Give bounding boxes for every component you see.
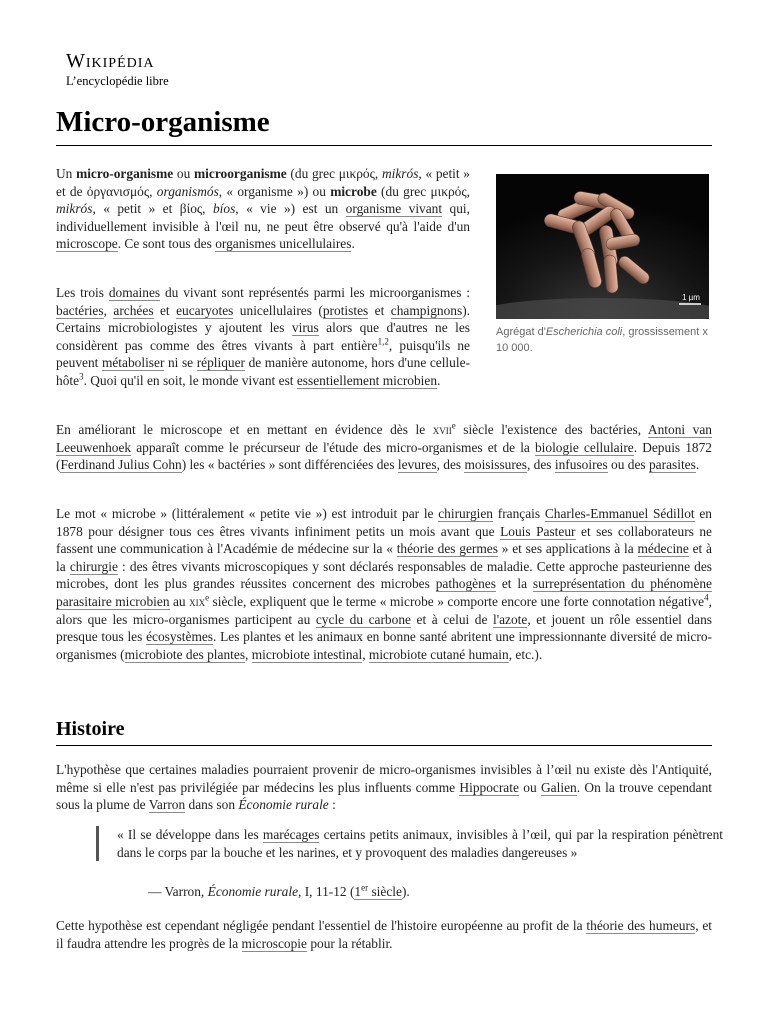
page-title: Micro-organisme [56,103,712,146]
wikipedia-logo[interactable] [66,50,169,89]
link-organisme-vivant[interactable]: organisme vivant [345,201,443,217]
link-microbiote-intestinal[interactable]: microbiote intestinal [251,646,363,662]
link-hippocrate[interactable]: Hippocrate [459,779,519,795]
intro-paragraph: Un micro-organisme ou microorganisme (du grec μικρός, mikrós, « petit » et de ὀργανισμός, organismós, « organisme ») ou microbe (du grec μικρός, mikrós, « petit » et βίος, bíos, « vie ») est un organisme vivant qui, individuellement invisible à l'œil nu, ne peut être observé qu'à l'aide d'un microscope. Ce sont tous des organismes unicellulaires. [56,166,470,252]
link-metaboliser[interactable]: métaboliser [101,355,165,371]
link-bacteries[interactable]: bactéries [56,302,104,318]
link-organismes-unicellulaires[interactable]: organismes unicellulaires [215,236,352,252]
humeurs-paragraph: Cette hypothèse est cependant négligée pendant l'essentiel de l'histoire européenne au profit de la théorie des humeurs, et il faudra attendre les progrès de la microscopie pour la rétablir. [56,918,713,951]
link-theorie-des-humeurs[interactable]: théorie des humeurs [586,918,696,933]
link-pasteur[interactable]: Louis Pasteur [500,523,576,539]
link-chirurgien[interactable]: chirurgien [438,506,494,521]
ref-1-2[interactable]: 1,2 [377,336,389,347]
link-microbiote-plantes[interactable]: microbiote des plantes [124,646,246,662]
link-sedillot[interactable]: Charles-Emmanuel Sédillot [544,506,695,521]
figure-caption: Agrégat d'Escherichia coli, grossissement x 10 000. [496,326,708,354]
link-archees[interactable]: archées [113,302,154,318]
link-azote[interactable]: l'azote [492,611,528,627]
bacteria-illustration [496,174,709,319]
link-galien[interactable]: Galien [541,779,577,795]
link-microbiote-cutane[interactable]: microbiote cutané humain [368,646,509,662]
logo-wordmark: Wikipédia [66,50,155,72]
ref-3[interactable]: 3 [79,371,84,382]
link-parasites[interactable]: parasites [648,457,696,473]
link-microscopie[interactable]: microscopie [241,935,307,951]
quote-attribution: — Varron, Économie rurale, I, 11-12 (1er siècle). [148,882,410,899]
link-eucaryotes[interactable]: eucaryotes [176,302,234,318]
link-ecosystemes[interactable]: écosystèmes [146,629,214,645]
link-pathogenes[interactable]: pathogènes [435,576,496,592]
link-repliquer[interactable]: répliquer [196,355,246,371]
figure [496,174,709,356]
scale-label: 1 µm [682,293,700,302]
ref-4[interactable]: 4 [704,592,709,603]
link-cohn[interactable]: Ferdinand Julius Cohn [60,457,182,473]
link-1er-siecle[interactable]: 1er siècle [354,882,402,899]
link-essentiellement-microbien[interactable]: essentiellement microbien [296,372,438,388]
link-surrepresentation[interactable]: surreprésentation du phénomène parasitaire microbien [56,576,712,609]
link-marecages[interactable]: marécages [262,827,320,842]
link-moisissures[interactable]: moisissures [464,457,527,473]
domains-paragraph: Les trois domaines du vivant sont représentés parmi les microorganismes : bactéries, archées et eucaryotes unicellulaires (protistes et champignons). Certains microbiologistes y ajoutent les virus alors que d'autres ne les considèrent pas comme des êtres vivants à part entière$^{1,2}$, puisqu'ils ne peuvent métaboliser ni se répliquer de manière autonome, hors d'une cellule-hôte$^3$. Quoi qu'il en soit, le monde vivant est essentiellement microbien. [56,285,471,388]
link-champignons[interactable]: champignons [390,302,463,318]
section-heading-histoire: Histoire [56,716,712,746]
link-medecine[interactable]: médecine [637,541,689,557]
microbe-word-paragraph: Le mot « microbe » (littéralement « petite vie ») est introduit par le chirurgien français Charles-Emmanuel Sédillot en 1878 pour désigner tous ces êtres vivants infiniment petits un mois avant que Louis Pasteur et ses collaborateurs ne fassent une communication à l'Académie de médecine sur la « théorie des germes » et ses applications à la médecine et à la chirurgie : des êtres vivants microscopiques y sont déclarés responsables de maladie. Cette approche pasteurienne des microbes, dont les plus grandes réussites concernent des microbes pathogènes et la surreprésentation du phénomène parasitaire microbien au xix$^e$ siècle, expliquent que le terme « microbe » comporte encore une forte connotation négative$^4$, alors que les micro-organismes participent au cycle du carbone et à celui de l'azote, et jouent un rôle essentiel dans presque tous les écosystèmes. Les plantes et les animaux en bonne santé abritent une impressionnante diversité de micro-organismes (microbiote des plantes, microbiote intestinal, microbiote cutané humain, etc.). [56,506,713,662]
link-biologie-cellulaire[interactable]: biologie cellulaire [534,439,634,455]
link-varron[interactable]: Varron [148,797,186,813]
link-microscope[interactable]: microscope [56,236,118,252]
histoire-paragraph: L'hypothèse que certaines maladies pourraient provenir de micro-organismes invisibles à l’œil nu existe dès l'Antiquité, même si elle n'est pas privilégiée par médecins les plus influents comme Hippocrate ou Galien. On la trouve cependant sous la plume de Varron dans son Économie rurale : [56,762,712,813]
ecoli-image[interactable] [496,174,709,319]
link-infusoires[interactable]: infusoires [554,457,608,473]
link-cycle-du-carbone[interactable]: cycle du carbone [315,611,411,627]
link-domaines[interactable]: domaines [108,285,161,300]
link-protistes[interactable]: protistes [322,302,369,318]
link-levures[interactable]: levures [397,457,437,473]
link-leeuwenhoek[interactable]: Antoni van Leeuwenhoek [56,422,712,455]
history-intro-paragraph: En améliorant le microscope et en mettant en évidence dès le xvii$^e$ siècle l'existence des bactéries, Antoni van Leeuwenhoek apparaît comme le précurseur de l'étude des micro-organismes et de la biologie cellulaire. Depuis 1872 (Ferdinand Julius Cohn) les « bactéries » sont différenciées des levures, des moisissures, des infusoires ou des parasites. [56,420,712,473]
logo-tagline: L’encyclopédie libre [66,74,169,88]
link-virus[interactable]: virus [291,320,319,336]
link-chirurgie[interactable]: chirurgie [69,558,118,574]
blockquote: « Il se développe dans les marécages certains petits animaux, invisibles à l’œil, qui par la respiration pénètrent dans le corps par la bouche et les narines, et y provoquent des maladies dangereuses » [96,826,723,861]
link-theorie-des-germes[interactable]: théorie des germes [396,541,498,557]
